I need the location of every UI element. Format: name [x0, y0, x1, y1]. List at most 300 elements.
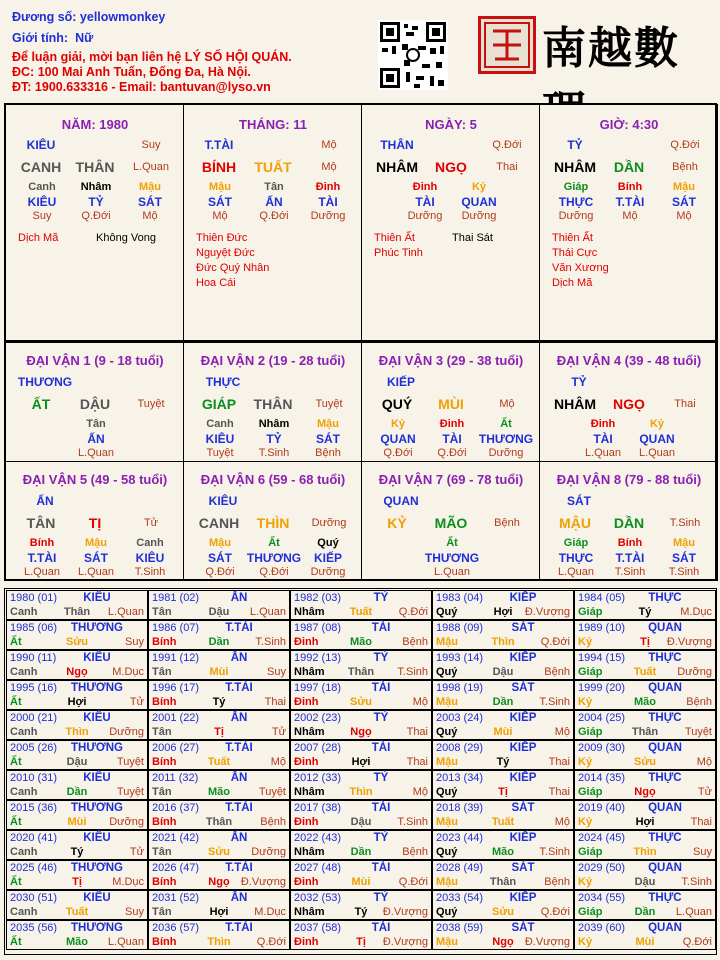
year-cell: [574, 590, 716, 620]
year-status: Thai: [548, 786, 570, 798]
year-star: THỰC: [648, 832, 682, 844]
dai-van-star: SÁT: [567, 494, 591, 508]
dai-van-hidden-status: L.Quan: [23, 566, 61, 578]
year-chi: Mùi: [209, 666, 229, 678]
dai-van-hidden-star: T.TÀI: [27, 551, 57, 565]
year-label: 1981 (02): [152, 592, 200, 604]
year-chi: Tý: [638, 606, 652, 618]
year-status: Q.Đới: [398, 876, 428, 888]
year-label: 2015 (36): [10, 802, 58, 814]
year-chi: Sửu: [207, 846, 231, 858]
year-chi: Hợi: [635, 816, 655, 828]
dai-van-status: Dưỡng: [311, 517, 347, 529]
year-cell: [6, 800, 148, 830]
pillar-hidden-star: TỶ: [88, 195, 104, 209]
dai-van-can: NHÂM: [554, 396, 596, 412]
dai-van-hidden-star: KIÊU: [135, 551, 165, 565]
year-chi: Thìn: [491, 636, 515, 648]
year-chi: Thìn: [349, 786, 373, 798]
year-label: 1985 (06): [10, 622, 58, 634]
year-label: 2004 (25): [578, 712, 626, 724]
year-label: 1998 (19): [436, 682, 484, 694]
dai-van-hidden-star: SÁT: [84, 551, 108, 565]
year-cell: [148, 830, 290, 860]
dai-van-hidden-star: ẤN: [87, 432, 105, 446]
year-label: 2009 (30): [578, 742, 626, 754]
dai-van-hidden-can: Bính: [29, 537, 55, 549]
year-label: 2007 (28): [294, 742, 342, 754]
year-can: Nhâm: [294, 786, 325, 798]
year-status: Bệnh: [402, 846, 428, 858]
dai-van-chi: NGỌ: [613, 396, 645, 412]
year-label: 2030 (51): [10, 892, 58, 904]
dai-van-hidden-status: L.Quan: [77, 566, 115, 578]
pillar-hidden-status: Mộ: [622, 210, 638, 222]
year-label: 2026 (47): [152, 862, 200, 874]
pillar-extra-star: Nguyệt Đức: [196, 247, 255, 259]
year-star: SÁT: [511, 622, 535, 634]
year-label: 1983 (04): [436, 592, 484, 604]
year-status: Q.Đới: [256, 936, 286, 948]
dai-van-can: CANH: [198, 515, 240, 531]
year-can: Đinh: [294, 936, 319, 948]
year-can: Canh: [10, 666, 38, 678]
dai-van-can: TÂN: [26, 515, 56, 531]
year-label: 2010 (31): [10, 772, 58, 784]
year-star: KIÊU: [83, 832, 111, 844]
year-status: Dưỡng: [677, 666, 712, 678]
year-chi: Dần: [634, 906, 656, 918]
year-chi: Ngọ: [66, 666, 88, 678]
dai-van-title: ĐẠI VẬN 3 (29 - 38 tuổi): [378, 353, 524, 368]
year-label: 2017 (38): [294, 802, 342, 814]
year-label: 2029 (50): [578, 862, 626, 874]
year-status: L.Quan: [107, 936, 144, 948]
year-label: 2028 (49): [436, 862, 484, 874]
year-chi: Mão: [208, 786, 230, 798]
year-label: 2016 (37): [152, 802, 200, 814]
year-star: SÁT: [511, 802, 535, 814]
year-star: ẤN: [230, 772, 248, 784]
year-can: Giáp: [578, 846, 603, 858]
dai-van-hidden-can: Ất: [446, 537, 458, 549]
pillars-panel: [4, 103, 717, 342]
year-label: 1994 (15): [578, 652, 626, 664]
year-status: Thai: [264, 696, 286, 708]
year-star: THỰC: [648, 712, 682, 724]
dai-van-hidden-status: L.Quan: [557, 566, 595, 578]
dai-van-hidden-can: Ất: [268, 537, 280, 549]
year-star: T.TÀI: [225, 622, 253, 634]
year-star: THỰC: [648, 592, 682, 604]
year-status: M.Dục: [254, 906, 286, 918]
year-chi: Hợi: [493, 606, 513, 618]
year-label: 2012 (33): [294, 772, 342, 784]
year-star: TỶ: [373, 712, 389, 724]
dai-van-hidden-star: T.TÀI: [615, 551, 645, 565]
year-status: Đ.Vượng: [382, 936, 428, 948]
year-label: 2000 (21): [10, 712, 58, 724]
gender-line: [12, 31, 93, 45]
pillar-hidden-status: Q.Đới: [259, 210, 289, 222]
pillar-can: BÍNH: [201, 159, 237, 175]
year-star: KIẾP: [509, 652, 537, 664]
year-can: Kỷ: [578, 756, 593, 768]
year-can: Ất: [10, 696, 22, 708]
year-status: Bệnh: [686, 696, 712, 708]
year-can: Quý: [436, 666, 458, 678]
year-can: Giáp: [578, 666, 603, 678]
pillar-hidden-status: Dưỡng: [461, 210, 497, 222]
pillar-top-star: TỶ: [567, 138, 583, 152]
year-status: M.Dục: [112, 876, 144, 888]
year-label: 2023 (44): [436, 832, 484, 844]
year-label: 2037 (58): [294, 922, 342, 934]
year-label: 2001 (22): [152, 712, 200, 724]
year-cell: [6, 680, 148, 710]
year-can: Mậu: [436, 636, 458, 648]
pillar-extra-star: Thái Cực: [552, 247, 598, 259]
dai-van-chi: DẦN: [613, 515, 645, 531]
year-chi: Thìn: [633, 846, 657, 858]
year-chi: Sửu: [633, 756, 657, 768]
pillar-hidden-can: Nhâm: [80, 181, 112, 193]
pillar-title: NĂM: 1980: [61, 117, 129, 132]
year-star: THƯƠNG: [71, 802, 123, 814]
dai-van-status: Tử: [143, 517, 159, 529]
pillar-1: [5, 104, 184, 343]
year-star: KIÊU: [83, 652, 111, 664]
year-status: T.Sinh: [255, 636, 286, 648]
year-cell: [6, 710, 148, 740]
pillar-hidden-star: ẤN: [265, 195, 283, 209]
pillar-hidden-can: Mậu: [139, 181, 161, 193]
year-status: Bệnh: [402, 636, 428, 648]
owner-line: Đương số: yellowmonkey: [12, 10, 166, 24]
year-can: Nhâm: [294, 846, 325, 858]
year-can: Quý: [436, 786, 458, 798]
year-chi: Ngọ: [634, 786, 656, 798]
phone-email-line: ĐT: 1900.633316 - Email: bantuvan@lyso.vn: [12, 80, 271, 94]
year-star: QUAN: [648, 922, 682, 934]
year-status: Suy: [125, 906, 144, 918]
dai-van-hidden-can: Mậu: [317, 418, 339, 430]
seal-stamp-icon: [478, 16, 536, 74]
dai-van-7: [361, 461, 540, 581]
dai-van-hidden-can: Quý: [317, 537, 339, 549]
year-cell: [574, 920, 716, 950]
year-star: QUAN: [648, 742, 682, 754]
year-label: 1991 (12): [152, 652, 200, 664]
year-label: 2014 (35): [578, 772, 626, 784]
year-cell: [148, 740, 290, 770]
dai-van-hidden-status: Tuyệt: [206, 447, 234, 459]
year-can: Đinh: [294, 756, 319, 768]
pillar-hidden-status: Suy: [32, 210, 52, 222]
year-star: THỰC: [648, 892, 682, 904]
year-status: T.Sinh: [397, 816, 428, 828]
year-label: 2006 (27): [152, 742, 200, 754]
dai-van-status: Bệnh: [494, 517, 520, 529]
dai-van-title: ĐẠI VẬN 7 (69 - 78 tuổi): [378, 472, 524, 487]
year-star: KIÊU: [83, 892, 111, 904]
pillar-hidden-status: Q.Đới: [81, 210, 111, 222]
year-chi: Mùi: [351, 876, 371, 888]
year-cell: [148, 890, 290, 920]
dai-van-hidden-star: SÁT: [316, 432, 340, 446]
dai-van-title: ĐẠI VẬN 5 (49 - 58 tuổi): [22, 472, 168, 487]
year-status: Suy: [267, 666, 286, 678]
year-star: ẤN: [230, 652, 248, 664]
year-star: KIẾP: [509, 892, 537, 904]
pillar-hidden-star: T.TÀI: [615, 195, 645, 209]
year-status: Tử: [697, 786, 712, 798]
year-chi: Tý: [70, 846, 84, 858]
dai-van-hidden-can: Kỷ: [390, 418, 406, 430]
year-can: Ất: [10, 816, 22, 828]
year-chi: Tuất: [207, 756, 231, 768]
year-label: 2034 (55): [578, 892, 626, 904]
dai-van-hidden-status: T.Sinh: [614, 566, 646, 578]
pillar-hidden-can: Mậu: [673, 181, 695, 193]
dai-van-hidden-star: TÀI: [442, 432, 462, 446]
year-cell: [148, 680, 290, 710]
year-status: Tuyệt: [116, 756, 144, 768]
dai-van-can: MẬU: [559, 515, 591, 531]
gender-label: Giới tính:: [12, 31, 69, 45]
year-status: Bệnh: [260, 816, 286, 828]
year-cell: [574, 680, 716, 710]
year-star: KIẾP: [509, 742, 537, 754]
dai-van-status: Tuyệt: [315, 398, 343, 410]
year-status: T.Sinh: [681, 876, 712, 888]
dai-van-hidden-status: T.Sinh: [668, 566, 700, 578]
dai-van-hidden-status: Q.Đới: [259, 566, 289, 578]
year-cell: [290, 740, 432, 770]
header: [0, 0, 720, 102]
year-label: 2011 (32): [152, 772, 199, 784]
year-can: Ất: [10, 876, 22, 888]
year-can: Quý: [436, 726, 458, 738]
year-status: Suy: [693, 846, 712, 858]
pillar-hidden-star: SÁT: [672, 195, 696, 209]
year-can: Canh: [10, 846, 38, 858]
year-status: Suy: [125, 636, 144, 648]
dai-van-hidden-status: Bệnh: [315, 447, 341, 459]
dai-van-hidden-can: Ất: [500, 418, 512, 430]
year-chi: Tuất: [349, 606, 373, 618]
year-star: KIẾP: [509, 592, 537, 604]
pillar-chi: NGỌ: [435, 159, 467, 175]
dai-van-can: ẤT: [31, 396, 51, 412]
dai-van-can: QUÝ: [381, 396, 413, 412]
year-cell: [432, 830, 574, 860]
pillar-extra-star: Thai Sát: [452, 232, 493, 244]
year-star: TỶ: [373, 592, 389, 604]
year-can: Quý: [436, 606, 458, 618]
dai-van-can: KỶ: [387, 515, 407, 531]
year-cell: [290, 800, 432, 830]
dai-van-2: [183, 342, 362, 462]
year-label: 2002 (23): [294, 712, 342, 724]
year-status: Tuyệt: [116, 786, 144, 798]
dai-van-status: Mộ: [499, 398, 515, 410]
year-label: 1980 (01): [10, 592, 58, 604]
year-can: Tân: [152, 726, 172, 738]
year-label: 2003 (24): [436, 712, 484, 724]
dai-van-hidden-can: Đinh: [590, 418, 616, 430]
year-chi: Thân: [489, 876, 517, 888]
pillar-hidden-can: Mậu: [209, 181, 231, 193]
dai-van-hidden-star: THƯƠNG: [478, 432, 534, 446]
pillar-extra-star: Phúc Tinh: [374, 247, 423, 259]
year-status: Đ.Vượng: [240, 876, 286, 888]
year-cell: [148, 650, 290, 680]
year-can: Canh: [10, 906, 38, 918]
year-chi: Mão: [350, 636, 372, 648]
dai-van-star: ẤN: [36, 494, 54, 508]
year-cell: [148, 920, 290, 950]
year-star: TÀI: [371, 682, 391, 694]
pillar-hidden-status: Dưỡng: [558, 210, 594, 222]
year-star: QUAN: [648, 862, 682, 874]
year-cell: [6, 650, 148, 680]
year-chi: Tý: [212, 696, 226, 708]
year-star: TỶ: [373, 652, 389, 664]
year-chi: Thìn: [207, 936, 231, 948]
year-chi: Mùi: [635, 936, 655, 948]
year-star: KIÊU: [83, 772, 111, 784]
year-status: Mộ: [270, 756, 286, 768]
year-star: THƯƠNG: [71, 622, 123, 634]
year-can: Tân: [152, 906, 172, 918]
year-star: ẤN: [230, 892, 248, 904]
pillar-title: THÁNG: 11: [239, 117, 307, 132]
year-cell: [432, 860, 574, 890]
dai-van-hidden-can: Canh: [136, 537, 164, 549]
year-can: Mậu: [436, 876, 458, 888]
years-panel: [4, 588, 717, 955]
year-cell: [6, 620, 148, 650]
year-chi: Hợi: [209, 906, 229, 918]
year-star: SÁT: [511, 922, 535, 934]
pillar-chi: TUẤT: [254, 159, 292, 175]
year-status: Đ.Vượng: [524, 606, 570, 618]
year-star: TỶ: [373, 832, 389, 844]
pillar-top-star: THÂN: [380, 138, 414, 152]
year-cell: [6, 830, 148, 860]
year-chi: Tý: [496, 756, 510, 768]
pillar-hidden-can: Kỷ: [471, 181, 487, 193]
year-chi: Tuất: [65, 906, 89, 918]
year-label: 1993 (14): [436, 652, 484, 664]
year-can: Bính: [152, 756, 177, 768]
pillar-top-status: Q.Đới: [670, 139, 700, 151]
year-cell: [432, 740, 574, 770]
year-star: THỰC: [648, 772, 682, 784]
dai-van-hidden-can: Nhâm: [258, 418, 290, 430]
dai-van-title: ĐẠI VẬN 1 (9 - 18 tuổi): [26, 353, 164, 368]
year-chi: Hợi: [67, 696, 87, 708]
dai-van-hidden-status: Dưỡng: [488, 447, 524, 459]
year-cell: [432, 920, 574, 950]
year-can: Canh: [10, 786, 38, 798]
pillar-hidden-status: Mộ: [142, 210, 158, 222]
year-label: 1987 (08): [294, 622, 342, 634]
dai-van-6: [183, 461, 362, 581]
year-star: SÁT: [511, 682, 535, 694]
year-cell: [6, 770, 148, 800]
year-chi: Tuất: [633, 666, 657, 678]
year-chi: Mùi: [67, 816, 87, 828]
pillar-can: NHÂM: [376, 159, 418, 175]
pillar-title: GIỜ: 4:30: [599, 117, 659, 132]
pillar-top-status: Q.Đới: [492, 139, 522, 151]
year-chi: Dậu: [634, 876, 656, 888]
year-label: 2008 (29): [436, 742, 484, 754]
year-star: T.TÀI: [225, 862, 253, 874]
dai-van-title: ĐẠI VẬN 6 (59 - 68 tuổi): [200, 472, 346, 487]
year-can: Giáp: [578, 606, 603, 618]
year-chi: Mùi: [493, 726, 513, 738]
year-label: 2039 (60): [578, 922, 626, 934]
dai-van-hidden-can: Mậu: [85, 537, 107, 549]
year-status: L.Quan: [249, 606, 286, 618]
pillar-hidden-star: QUAN: [461, 195, 497, 209]
year-chi: Mão: [66, 936, 88, 948]
dai-van-hidden-star: THƯƠNG: [424, 551, 480, 565]
year-star: TÀI: [371, 802, 391, 814]
year-label: 2019 (40): [578, 802, 626, 814]
dai-van-hidden-star: TÀI: [593, 432, 613, 446]
dai-van-star: QUAN: [383, 494, 419, 508]
year-chi: Dần: [66, 786, 88, 798]
year-can: Quý: [436, 906, 458, 918]
year-status: Dưỡng: [251, 846, 286, 858]
dai-van-hidden-can: Đinh: [439, 418, 465, 430]
dai-van-hidden-can: Canh: [206, 418, 234, 430]
year-status: M.Dục: [112, 666, 144, 678]
year-status: Đ.Vượng: [382, 906, 428, 918]
year-label: 1990 (11): [10, 652, 57, 664]
dai-van-status: Tuyệt: [137, 398, 165, 410]
pillar-top-star: T.TÀI: [204, 138, 234, 152]
dai-van-chi: MÃO: [434, 515, 468, 531]
year-status: Mộ: [554, 816, 570, 828]
year-chi: Thìn: [65, 726, 89, 738]
dai-van-hidden-status: L.Quan: [638, 447, 676, 459]
dai-van-hidden-can: Tân: [86, 418, 106, 430]
year-can: Bính: [152, 636, 177, 648]
dai-van-star: KIẾP: [386, 375, 415, 389]
dai-van-chi: MÙI: [438, 396, 464, 412]
year-label: 2013 (34): [436, 772, 484, 784]
year-star: THỰC: [648, 652, 682, 664]
year-can: Mậu: [436, 756, 458, 768]
year-chi: Thân: [631, 726, 659, 738]
year-chi: Dậu: [66, 756, 88, 768]
year-star: T.TÀI: [225, 682, 253, 694]
dai-van-hidden-status: Q.Đới: [205, 566, 235, 578]
year-status: Mộ: [412, 696, 428, 708]
year-star: TÀI: [371, 742, 391, 754]
year-chi: Dậu: [208, 606, 230, 618]
year-cell: [574, 620, 716, 650]
pillar-hidden-can: Giáp: [563, 181, 589, 193]
year-cell: [6, 920, 148, 950]
year-can: Đinh: [294, 816, 319, 828]
pillar-hidden-star: SÁT: [208, 195, 232, 209]
